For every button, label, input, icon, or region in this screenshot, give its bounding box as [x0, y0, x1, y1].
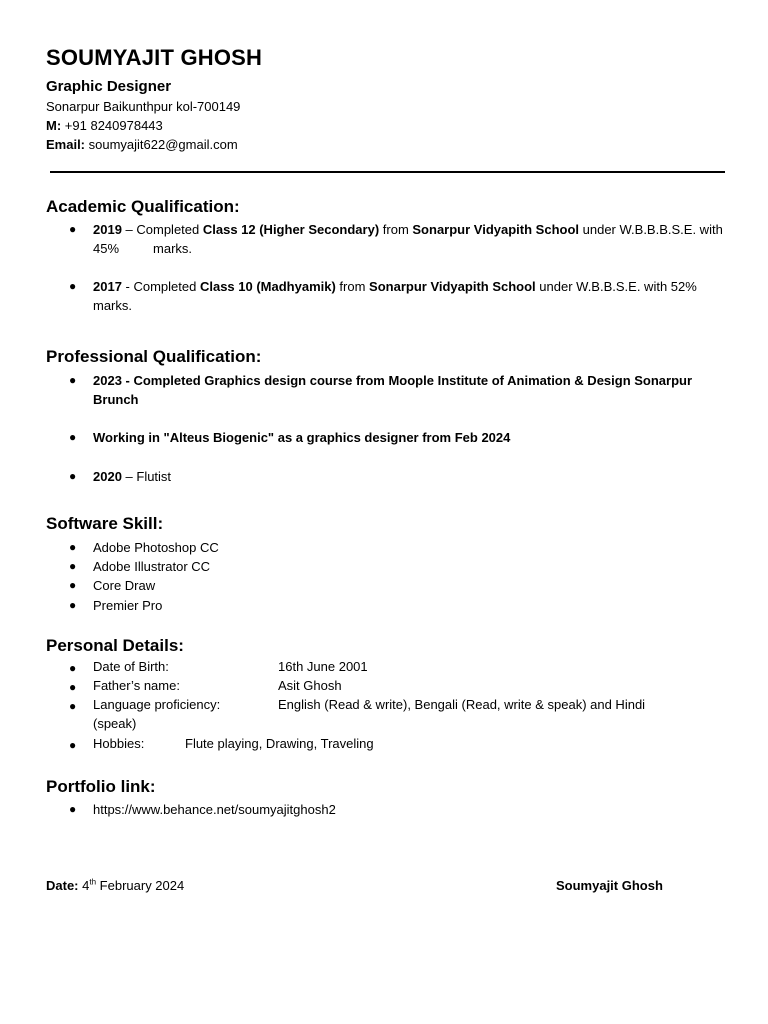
hobbies-label: Hobbies:	[93, 736, 145, 751]
bullet-icon: ●	[69, 578, 77, 592]
email-address: soumyajit622@gmail.com	[88, 137, 238, 152]
bullet-icon: ●	[69, 373, 77, 387]
portfolio-link[interactable]: https://www.behance.net/soumyajitghosh2	[93, 802, 336, 817]
software-item: Adobe Photoshop CC	[93, 540, 219, 555]
hobbies-value: Flute playing, Drawing, Traveling	[185, 736, 374, 751]
header-divider	[50, 171, 725, 173]
professional-item: Working in "Alteus Biogenic" as a graphics designer from Feb 2024	[93, 430, 511, 445]
software-item: Adobe Illustrator CC	[93, 559, 211, 574]
bullet-icon: ●	[69, 699, 77, 713]
text-span: from	[379, 222, 413, 237]
candidate-name: SOUMYAJIT GHOSH	[46, 45, 263, 70]
text-span: – Completed	[121, 222, 203, 237]
bullet-icon: ●	[69, 469, 77, 483]
bullet-icon: ●	[69, 279, 77, 293]
professional-heading: Professional Qualification:	[46, 347, 262, 366]
academic-item	[93, 277, 723, 315]
academic-class: Class 10 (Madhyamik)	[199, 279, 336, 294]
email-label: Email:	[46, 137, 86, 152]
text-span: - Completed	[121, 279, 200, 294]
bullet-icon: ●	[69, 661, 77, 675]
software-item: Premier Pro	[93, 598, 163, 613]
date-day: 4	[82, 878, 90, 893]
mobile-line	[46, 118, 163, 133]
bullet-icon: ●	[69, 680, 77, 694]
bullet-icon: ●	[69, 802, 77, 816]
academic-class: Class 12 (Higher Secondary)	[202, 222, 380, 237]
language-value: English (Read & write), Bengali (Read, write & speak) and Hindi	[278, 697, 646, 712]
professional-year: 2020	[93, 469, 122, 484]
portfolio-heading: Portfolio link:	[46, 777, 156, 796]
bullet-icon: ●	[69, 222, 77, 236]
academic-school: Sonarpur Vidyapith School	[412, 222, 580, 237]
professional-item	[93, 467, 723, 486]
mobile-label: M:	[46, 118, 62, 133]
dob-label: Date of Birth:	[93, 659, 169, 674]
personal-heading: Personal Details:	[46, 636, 184, 655]
date-day-suffix: th	[89, 877, 97, 887]
address: Sonarpur Baikunthpur kol-700149	[46, 99, 241, 114]
text-span: – Flutist	[121, 469, 172, 484]
software-item: Core Draw	[93, 578, 156, 593]
date-month-year: February 2024	[99, 878, 185, 893]
academic-heading: Academic Qualification:	[46, 197, 240, 216]
software-heading: Software Skill:	[46, 514, 164, 533]
text-span: from	[335, 279, 370, 294]
signature-name: Soumyajit Ghosh	[556, 878, 663, 893]
father-value: Asit Ghosh	[278, 678, 342, 693]
father-label: Father’s name:	[93, 678, 180, 693]
bullet-icon: ●	[69, 559, 77, 573]
text-span: marks.	[153, 241, 193, 256]
bullet-icon: ●	[69, 430, 77, 444]
bullet-icon: ●	[69, 598, 77, 612]
bullet-icon: ●	[69, 540, 77, 554]
professional-item: 2023 - Completed Graphics design course from Moople Institute of Animation & Design Sonarpur Brunch	[93, 373, 693, 407]
bullet-icon: ●	[69, 738, 77, 752]
job-title: Graphic Designer	[46, 78, 172, 95]
date-line	[46, 878, 184, 893]
text-span: under W.B.B.S.E. with 52% marks.	[93, 279, 697, 313]
mobile-number: +91 8240978443	[64, 118, 163, 133]
language-label: Language proficiency:	[93, 697, 221, 712]
date-label: Date:	[46, 878, 79, 893]
academic-item	[93, 220, 723, 258]
academic-year: 2019	[93, 222, 122, 237]
academic-year: 2017	[93, 279, 122, 294]
text-span: under W.B.B.B.S.E. with 45%	[93, 222, 723, 256]
email-line	[46, 137, 238, 152]
language-value-continued: (speak)	[93, 716, 137, 731]
academic-school: Sonarpur Vidyapith School	[369, 279, 536, 294]
dob-value: 16th June 2001	[278, 659, 368, 674]
